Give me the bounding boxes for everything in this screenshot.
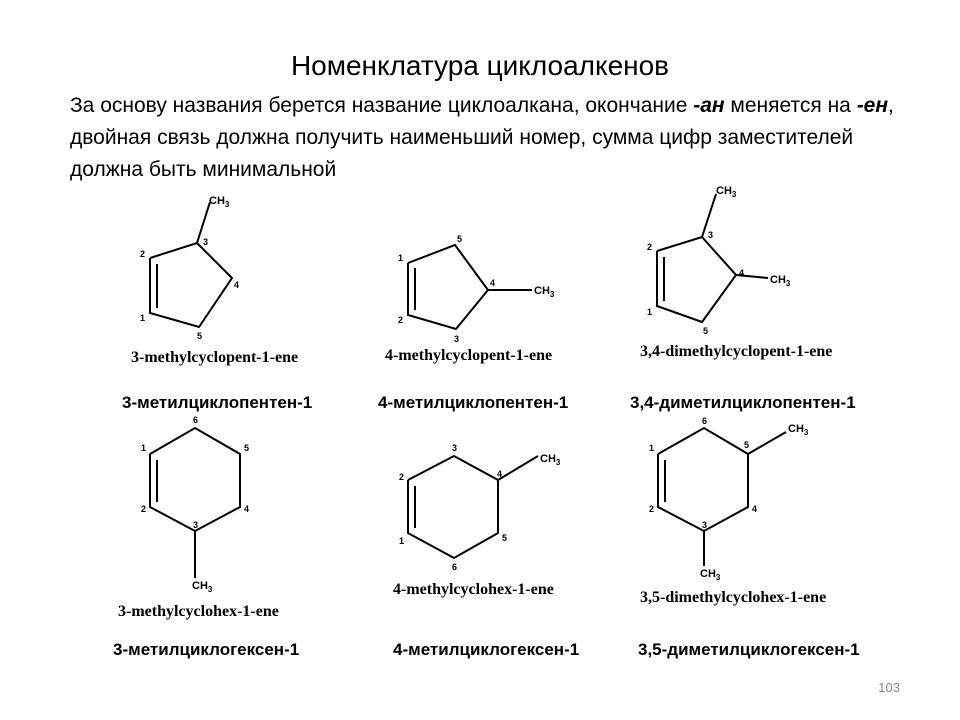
- svg-text:1: 1: [647, 307, 653, 317]
- svg-text:4: 4: [739, 268, 745, 278]
- mol6-ch3-top: $CH_3$: [788, 423, 809, 437]
- mol3-russian-name: 3,4-диметилциклопентен-1: [630, 393, 856, 412]
- molecule-5-structure: [399, 443, 561, 572]
- intro-part2: меняется на: [724, 94, 857, 117]
- intro-part3: , двойная связь должна получить наименьший номер, сумма цифр заместителей должна быть минимальной: [70, 94, 894, 181]
- molecule-6-structure: [649, 416, 809, 582]
- molecule-3-structure: [647, 185, 791, 336]
- svg-text:4: 4: [497, 469, 503, 479]
- svg-text:3: 3: [203, 237, 209, 247]
- mol6-english-name: 3,5-dimethylcyclohex-1-ene: [640, 589, 827, 606]
- svg-text:1: 1: [141, 443, 147, 453]
- suffix-en: -ен: [856, 94, 889, 117]
- mol3-english-name: 3,4-dimethylcyclopent-1-ene: [640, 343, 833, 360]
- mol6-ch3-bottom: $CH_3$: [700, 568, 721, 582]
- molecule-4-structure: [141, 415, 249, 594]
- mol3-ch3-top: $CH_3$: [716, 185, 737, 199]
- svg-text:2: 2: [647, 242, 653, 252]
- suffix-an: -ан: [693, 94, 725, 117]
- mol5-russian-name: 4-метилциклогексен-1: [393, 640, 580, 659]
- mol1-english-name: 3-methylcyclopent-1-ene: [131, 349, 299, 366]
- svg-text:1: 1: [399, 536, 405, 546]
- svg-text:6: 6: [702, 416, 708, 426]
- mol3-ch3-right: $CH_3$: [770, 274, 791, 288]
- svg-text:2: 2: [399, 472, 405, 482]
- svg-text:6: 6: [193, 415, 199, 425]
- mol2-ch3: $CH_3$: [534, 285, 555, 299]
- svg-text:2: 2: [140, 249, 146, 259]
- mol4-russian-name: 3-метилциклогексен-1: [113, 640, 300, 659]
- svg-text:2: 2: [398, 315, 404, 325]
- svg-text:4: 4: [752, 504, 758, 514]
- svg-text:3: 3: [702, 520, 708, 530]
- mol6-russian-name: 3,5-диметилциклогексен-1: [638, 640, 860, 659]
- svg-text:4: 4: [490, 278, 496, 288]
- svg-text:5: 5: [744, 440, 750, 450]
- svg-text:3: 3: [454, 334, 460, 344]
- intro-part1: За основу названия берется название циклоалкана, окончание: [70, 94, 694, 117]
- svg-text:6: 6: [452, 562, 458, 572]
- svg-text:3: 3: [193, 520, 199, 530]
- svg-text:4: 4: [234, 280, 240, 290]
- svg-text:5: 5: [703, 326, 709, 336]
- svg-text:3: 3: [452, 443, 458, 453]
- svg-text:2: 2: [649, 504, 655, 514]
- page-number: 103: [878, 680, 900, 695]
- svg-text:3: 3: [708, 230, 714, 240]
- svg-text:1: 1: [140, 313, 146, 323]
- mol1-russian-name: 3-метилциклопентен-1: [122, 393, 313, 412]
- svg-text:5: 5: [457, 234, 463, 244]
- mol2-russian-name: 4-метилциклопентен-1: [378, 393, 569, 412]
- mol2-english-name: 4-methylcyclopent-1-ene: [385, 347, 553, 364]
- mol4-ch3: $CH_3$: [192, 580, 213, 594]
- molecule-2-structure: [398, 234, 555, 344]
- svg-text:5: 5: [197, 331, 203, 341]
- svg-text:2: 2: [141, 504, 147, 514]
- mol4-english-name: 3-methylcyclohex-1-ene: [118, 603, 279, 620]
- slide-title: Номенклатура циклоалкенов: [290, 50, 670, 81]
- svg-text:5: 5: [244, 443, 250, 453]
- mol1-ch3: $CH_3$: [209, 195, 230, 209]
- mol5-english-name: 4-methylcyclohex-1-ene: [393, 581, 554, 598]
- svg-text:1: 1: [649, 443, 655, 453]
- molecule-1-structure: [140, 195, 239, 341]
- svg-text:5: 5: [502, 533, 508, 543]
- svg-text:1: 1: [398, 253, 404, 263]
- mol5-ch3: $CH_3$: [540, 453, 561, 467]
- svg-text:4: 4: [244, 504, 250, 514]
